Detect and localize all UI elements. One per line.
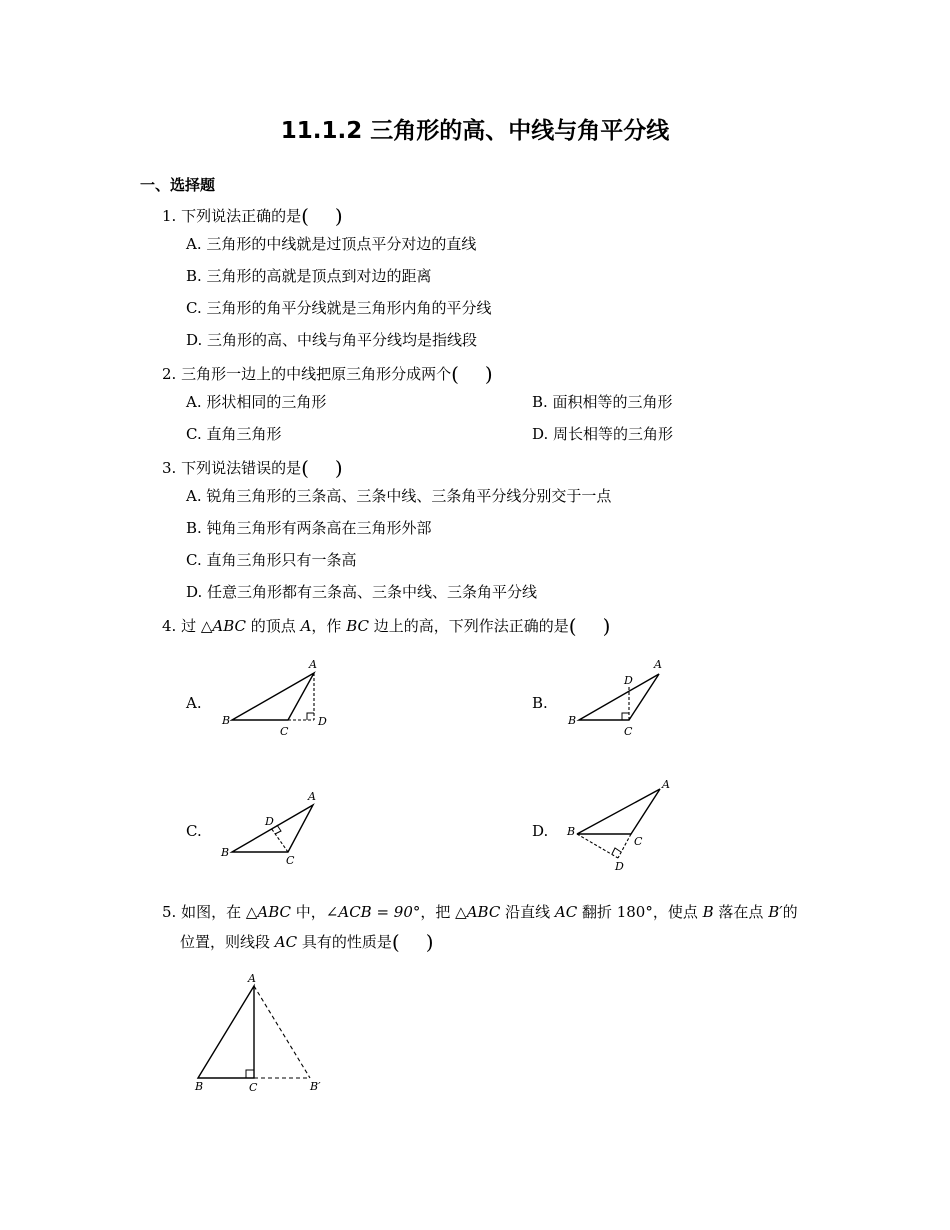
q5-text-part: 翻折 180°，使点 [577, 903, 703, 921]
answer-paren-close: ) [334, 456, 343, 480]
question-2-option-d: D. 周长相等的三角形 [532, 425, 674, 443]
question-4-option-b-label: B. [532, 694, 548, 712]
q4-math-a: A [300, 617, 312, 635]
label-c: C [280, 725, 289, 738]
question-2-stem [162, 364, 493, 384]
answer-paren-close: ) [334, 204, 343, 228]
question-3-text: 3. 下列说法错误的是 [162, 459, 302, 477]
answer-paren-open: ( [568, 614, 577, 638]
question-2-option-a: A. 形状相同的三角形 [186, 393, 327, 411]
page-title: 11.1.2 三角形的高、中线与角平分线 [280, 118, 670, 144]
q4-text-part: 4. 过 △ [162, 617, 213, 635]
answer-paren-open: ( [391, 930, 400, 954]
q5-math-abc: ABC [466, 903, 501, 921]
question-3-option-c: C. 直角三角形只有一条高 [186, 551, 357, 569]
figure-4a [218, 654, 338, 738]
label-b: B [567, 825, 576, 838]
answer-paren-close: ) [484, 362, 493, 386]
q5-text-part: 的 [782, 903, 798, 921]
q5-math-b: B [702, 903, 714, 921]
label-b: B [195, 1080, 204, 1093]
question-3-option-d: D. 任意三角形都有三条高、三条中线、三条角平分线 [186, 583, 538, 601]
q5-math-ac: AC [554, 903, 578, 921]
label-c: C [249, 1081, 258, 1094]
label-bprime: B′ [310, 1080, 321, 1093]
section-heading: 一、选择题 [140, 176, 216, 194]
answer-paren-close: ) [425, 930, 434, 954]
label-a: A [308, 790, 316, 803]
label-a: A [248, 972, 256, 985]
label-c: C [624, 725, 633, 738]
question-5-stem-line-2 [180, 932, 434, 952]
question-4-option-a-label: A. [186, 694, 202, 712]
answer-paren-open: ( [451, 362, 459, 386]
q5-text-part: 具有的性质是 [297, 933, 392, 951]
question-4-stem [162, 616, 610, 636]
question-2-text: 2. 三角形一边上的中线把原三角形分成两个 [162, 365, 452, 383]
question-2-option-c: C. 直角三角形 [186, 425, 282, 443]
q5-math-angle: ∠ACB = 90° [325, 903, 421, 921]
label-b: B [221, 846, 230, 859]
question-1-option-a: A. 三角形的中线就是过顶点平分对边的直线 [186, 235, 477, 253]
question-1-option-b: B. 三角形的高就是顶点到对边的距离 [186, 267, 432, 285]
label-d: D [624, 674, 633, 687]
figure-5 [190, 968, 340, 1098]
question-4-option-c-label: C. [186, 822, 202, 840]
figure-4b [563, 654, 673, 740]
q5-text-part: ，把 △ [420, 903, 467, 921]
q4-math-abc: ABC [212, 617, 247, 635]
answer-paren-open: ( [301, 204, 309, 228]
q5-math-ac: AC [274, 933, 298, 951]
question-2-option-b: B. 面积相等的三角形 [532, 393, 673, 411]
answer-paren-open: ( [301, 456, 309, 480]
q4-text-part: ，作 [311, 617, 347, 635]
answer-paren-close: ) [602, 614, 611, 638]
label-b: B [568, 714, 577, 727]
label-d: D [318, 715, 327, 728]
question-4-option-d-label: D. [532, 822, 549, 840]
question-3-stem [162, 458, 343, 478]
figure-4c [218, 786, 328, 866]
q5-text-part: 5. 如图，在 △ [162, 903, 258, 921]
label-d: D [615, 860, 624, 873]
question-1-stem [162, 206, 343, 226]
q5-math-abc: ABC [257, 903, 292, 921]
question-1-option-d: D. 三角形的高、中线与角平分线均是指线段 [186, 331, 478, 349]
question-1-text: 1. 下列说法正确的是 [162, 207, 302, 225]
question-3-option-b: B. 钝角三角形有两条高在三角形外部 [186, 519, 432, 537]
label-c: C [634, 835, 643, 848]
question-3-option-a: A. 锐角三角形的三条高、三条中线、三条角平分线分别交于一点 [186, 487, 612, 505]
q4-math-bc: BC [346, 617, 369, 635]
figure-4d [563, 776, 683, 874]
q5-text-part: 位置，则线段 [180, 933, 275, 951]
question-1-option-c: C. 三角形的角平分线就是三角形内角的平分线 [186, 299, 492, 317]
q4-text-part: 的顶点 [246, 617, 301, 635]
q5-math-bprime: B′ [768, 903, 783, 921]
question-5-stem-line-1 [162, 902, 798, 922]
label-c: C [286, 854, 295, 866]
q4-text-part: 边上的高，下列作法正确的是 [368, 617, 569, 635]
q5-text-part: 沿直线 [500, 903, 555, 921]
label-a: A [662, 778, 670, 791]
q5-text-part: 中， [291, 903, 326, 921]
q5-text-part: 落在点 [713, 903, 769, 921]
label-a: A [654, 658, 662, 671]
label-a: A [309, 658, 317, 671]
label-b: B [222, 714, 231, 727]
label-d: D [265, 815, 274, 828]
